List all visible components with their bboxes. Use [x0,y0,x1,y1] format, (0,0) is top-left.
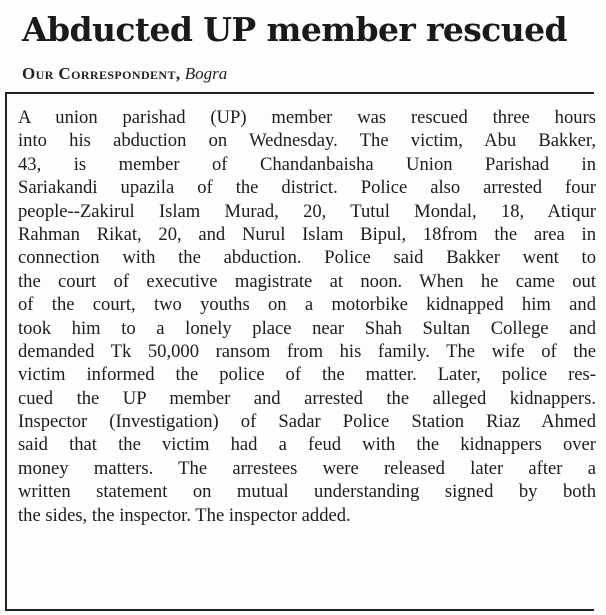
article-line: victim informed the police of the matter. Later, police res- [18,364,596,386]
article-line: took him to a lonely place near Shah Sultan College and [18,317,596,339]
article-line: said that the victim had a feud with the kidnappers over [18,434,596,456]
byline-author: Our Correspondent, [22,64,181,83]
article-line: cued the UP member and arrested the alleged kidnappers. [18,387,596,409]
headline: Abducted UP member rescued [22,10,568,49]
article-line: people--Zakirul Islam Murad, 20, Tutul Mondal, 18, Atiqur [18,200,596,222]
article-line: into his abduction on Wednesday. The victim, Abu Bakker, [18,130,596,152]
article-line: money matters. The arrestees were released later after a [18,457,596,479]
article-line: written statement on mutual understanding signed by both [18,481,596,503]
byline-location: Bogra [184,64,228,83]
article-line: the court of executive magistrate at noon. When he came out [18,270,596,292]
article-line: Inspector (Investigation) of Sadar Police Station Riaz Ahmed [18,411,596,433]
article-line: Rahman Rikat, 20, and Nurul Islam Bipul, 18from the area in [18,223,596,245]
article-line: A union parishad (UP) member was rescued three hours [18,107,596,128]
article-line: of the court, two youths on a motorbike kidnapped him and [18,294,596,316]
article-line: 43, is member of Chandanbaisha Union Parishad in [18,153,596,175]
article-line: connection with the abduction. Police said Bakker went to [18,247,596,269]
article-line: demanded Tk 50,000 ransom from his family. The wife of the [18,340,596,362]
byline [22,62,227,86]
article-body [18,106,596,527]
article-line: Sariakandi upazila of the district. Police also arrested four [18,177,596,199]
article-line: the sides, the inspector. The inspector added. [18,504,351,526]
